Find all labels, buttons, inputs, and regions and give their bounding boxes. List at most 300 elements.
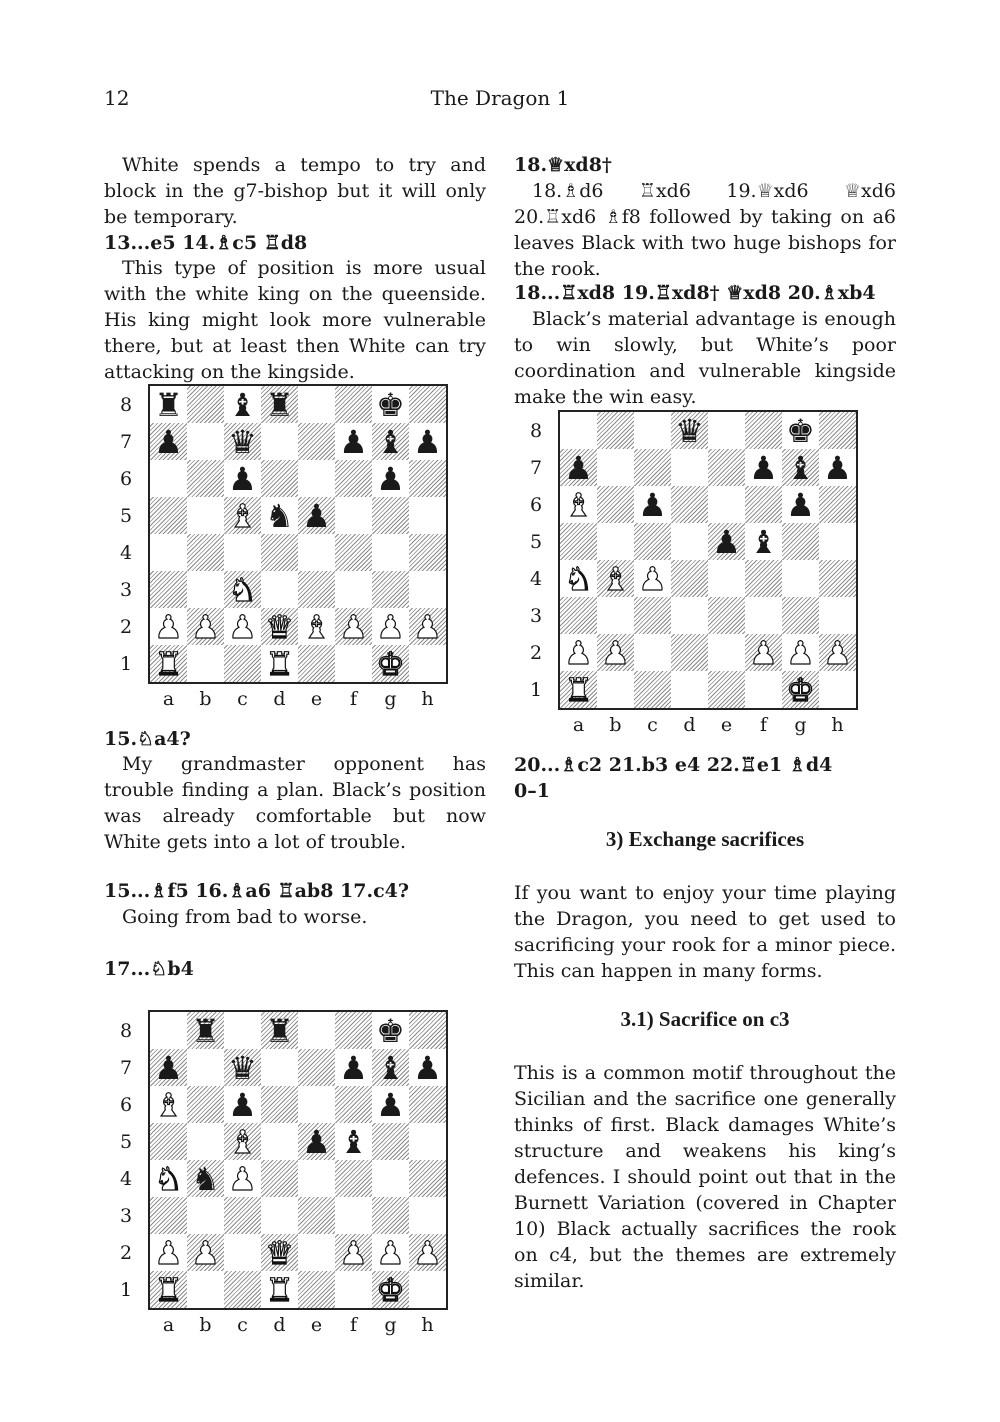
board-square-b8: [187, 1012, 224, 1049]
black-bishop-icon: ♝: [339, 1122, 368, 1161]
board-square-f2: [335, 608, 372, 645]
board-square-b2: [597, 634, 634, 671]
rank-label: 6: [529, 494, 543, 516]
white-rook-icon: ♜: [265, 644, 294, 683]
black-pawn-icon: ♟: [302, 1122, 331, 1161]
white-king-icon: ♚: [376, 1270, 405, 1309]
black-pawn-icon: ♟: [228, 1085, 257, 1124]
board-square-h4: [409, 534, 446, 571]
board-square-b6: [187, 1086, 224, 1123]
board-square-d4: [261, 534, 298, 571]
board-square-g4: [372, 1160, 409, 1197]
black-pawn-icon: ♟: [302, 496, 331, 535]
rank-label: 4: [119, 1168, 133, 1190]
board-square-e4: [298, 1160, 335, 1197]
board-square-d1: [261, 645, 298, 682]
board-square-c3: [224, 1197, 261, 1234]
move-line: 18.♕xd8†: [514, 154, 612, 176]
board-square-b8: [187, 386, 224, 423]
board-square-b1: [187, 645, 224, 682]
board-square-b1: [187, 1271, 224, 1308]
board-square-e8: [298, 386, 335, 423]
board-square-g1: [372, 645, 409, 682]
white-pawn-icon: ♟: [154, 1233, 183, 1272]
board-square-f4: [745, 560, 782, 597]
file-label: b: [199, 688, 212, 710]
board-square-f8: [745, 412, 782, 449]
board-square-b3: [187, 571, 224, 608]
board-square-c3: [224, 571, 261, 608]
black-bishop-icon: ♝: [786, 448, 815, 487]
board-square-d7: [671, 449, 708, 486]
rank-label: 7: [119, 431, 133, 453]
board-square-a7: [560, 449, 597, 486]
board-square-d5: [261, 497, 298, 534]
board-square-e4: [708, 560, 745, 597]
white-pawn-icon: ♟: [228, 607, 257, 646]
black-king-icon: ♚: [376, 1011, 405, 1050]
board-square-c5: [224, 497, 261, 534]
board-square-c7: [224, 423, 261, 460]
white-pawn-icon: ♟: [823, 633, 852, 672]
white-pawn-icon: ♟: [154, 607, 183, 646]
black-rook-icon: ♜: [191, 1011, 220, 1050]
board-square-g3: [372, 1197, 409, 1234]
board-square-f4: [335, 1160, 372, 1197]
board-square-b4: [597, 560, 634, 597]
board-square-f7: [335, 423, 372, 460]
board-square-f7: [335, 1049, 372, 1086]
board-square-g7: [372, 1049, 409, 1086]
board-square-h1: [409, 1271, 446, 1308]
board-square-d8: [261, 386, 298, 423]
board-square-h6: [819, 486, 856, 523]
board-square-d3: [261, 571, 298, 608]
board-square-d5: [671, 523, 708, 560]
board-square-e6: [298, 460, 335, 497]
black-pawn-icon: ♟: [823, 448, 852, 487]
board-square-a4: [150, 1160, 187, 1197]
black-pawn-icon: ♟: [413, 1048, 442, 1087]
board-square-h8: [409, 1012, 446, 1049]
file-label: h: [421, 1314, 434, 1336]
file-label: d: [683, 714, 696, 736]
board-square-h8: [409, 386, 446, 423]
black-queen-icon: ♛: [228, 422, 257, 461]
board-square-c4: [224, 1160, 261, 1197]
board-square-c3: [634, 597, 671, 634]
move-line: 18...♖xd8 19.♖xd8† ♕xd8 20.♗xb4: [514, 282, 876, 304]
rank-label: 3: [119, 1205, 133, 1227]
board-square-e3: [298, 1197, 335, 1234]
black-king-icon: ♚: [786, 411, 815, 450]
chess-diagram: [528, 410, 868, 740]
file-label: h: [831, 714, 844, 736]
board-square-h7: [409, 1049, 446, 1086]
board-square-f6: [335, 460, 372, 497]
board-square-b3: [187, 1197, 224, 1234]
white-pawn-icon: ♟: [638, 559, 667, 598]
black-pawn-icon: ♟: [376, 1085, 405, 1124]
board-square-c4: [224, 534, 261, 571]
file-label: e: [720, 714, 733, 736]
board-square-g7: [782, 449, 819, 486]
board-square-g8: [782, 412, 819, 449]
board-square-d7: [261, 1049, 298, 1086]
rank-label: 5: [119, 505, 133, 527]
board-square-a1: [150, 1271, 187, 1308]
board-square-g4: [782, 560, 819, 597]
file-label: c: [647, 714, 658, 736]
board-square-h2: [409, 1234, 446, 1271]
board-square-b5: [187, 497, 224, 534]
board-square-c6: [224, 1086, 261, 1123]
board-square-e5: [298, 497, 335, 534]
board-square-a8: [560, 412, 597, 449]
board-square-g6: [782, 486, 819, 523]
board-square-g7: [372, 423, 409, 460]
board-square-d6: [671, 486, 708, 523]
board-square-e1: [298, 1271, 335, 1308]
file-label: h: [421, 688, 434, 710]
board-square-b8: [597, 412, 634, 449]
white-pawn-icon: ♟: [564, 633, 593, 672]
board-square-a5: [150, 497, 187, 534]
board-square-a1: [560, 671, 597, 708]
board-square-g6: [372, 460, 409, 497]
move-line: 15...♗f5 16.♗a6 ♖ab8 17.c4?: [104, 880, 410, 902]
move-line: 13...e5 14.♗c5 ♖d8: [104, 232, 308, 254]
board-square-d6: [261, 1086, 298, 1123]
board-square-c2: [634, 634, 671, 671]
black-bishop-icon: ♝: [376, 1048, 405, 1087]
rank-label: 2: [119, 1242, 133, 1264]
board-square-f8: [335, 1012, 372, 1049]
board-square-f3: [335, 1197, 372, 1234]
paragraph: 18.♗d6 ♖xd6 19.♕xd6 ♕xd6 20.♖xd6 ♗f8 followed by taking on a6 leaves Black with two huge bishops for the rook.: [514, 180, 896, 280]
black-rook-icon: ♜: [265, 1011, 294, 1050]
file-label: e: [310, 1314, 323, 1336]
board-square-h5: [819, 523, 856, 560]
board-square-h2: [819, 634, 856, 671]
chess-board: [558, 410, 858, 710]
paragraph: Going from bad to worse.: [122, 906, 368, 928]
white-pawn-icon: ♟: [191, 1233, 220, 1272]
board-square-g8: [372, 386, 409, 423]
black-pawn-icon: ♟: [749, 448, 778, 487]
black-pawn-icon: ♟: [339, 1048, 368, 1087]
chess-board: [148, 1010, 448, 1310]
board-square-d3: [671, 597, 708, 634]
board-square-e8: [298, 1012, 335, 1049]
white-pawn-icon: ♟: [376, 1233, 405, 1272]
board-square-f2: [335, 1234, 372, 1271]
board-square-g6: [372, 1086, 409, 1123]
board-square-e1: [298, 645, 335, 682]
board-square-f8: [335, 386, 372, 423]
board-square-d3: [261, 1197, 298, 1234]
board-square-f5: [745, 523, 782, 560]
board-square-e4: [298, 534, 335, 571]
board-square-f2: [745, 634, 782, 671]
file-label: c: [237, 1314, 248, 1336]
black-pawn-icon: ♟: [712, 522, 741, 561]
board-square-d2: [671, 634, 708, 671]
white-rook-icon: ♜: [564, 670, 593, 709]
black-pawn-icon: ♟: [564, 448, 593, 487]
board-square-c5: [224, 1123, 261, 1160]
board-square-a7: [150, 1049, 187, 1086]
board-square-c4: [634, 560, 671, 597]
white-king-icon: ♚: [786, 670, 815, 709]
board-square-h5: [409, 1123, 446, 1160]
board-square-f1: [335, 645, 372, 682]
file-label: b: [199, 1314, 212, 1336]
white-bishop-icon: ♝: [564, 485, 593, 524]
board-square-d2: [261, 1234, 298, 1271]
board-square-e5: [298, 1123, 335, 1160]
rank-label: 2: [119, 616, 133, 638]
white-pawn-icon: ♟: [191, 607, 220, 646]
board-square-d5: [261, 1123, 298, 1160]
white-pawn-icon: ♟: [228, 1159, 257, 1198]
white-pawn-icon: ♟: [339, 607, 368, 646]
black-bishop-icon: ♝: [749, 522, 778, 561]
move-line: 17...♘b4: [104, 958, 194, 980]
board-square-g4: [372, 534, 409, 571]
board-square-g1: [782, 671, 819, 708]
board-square-g5: [372, 1123, 409, 1160]
rank-label: 6: [119, 468, 133, 490]
running-title: The Dragon 1: [430, 86, 570, 110]
board-square-c6: [634, 486, 671, 523]
white-pawn-icon: ♟: [376, 607, 405, 646]
rank-label: 1: [119, 1279, 133, 1301]
board-square-a2: [150, 608, 187, 645]
file-label: d: [273, 1314, 286, 1336]
board-square-e2: [298, 608, 335, 645]
white-rook-icon: ♜: [154, 1270, 183, 1309]
file-label: a: [162, 1314, 175, 1336]
file-label: f: [349, 1314, 358, 1336]
white-pawn-icon: ♟: [413, 1233, 442, 1272]
white-pawn-icon: ♟: [339, 1233, 368, 1272]
black-pawn-icon: ♟: [638, 485, 667, 524]
file-label: b: [609, 714, 622, 736]
board-square-b5: [187, 1123, 224, 1160]
rank-label: 2: [529, 642, 543, 664]
board-square-c1: [224, 645, 261, 682]
move-line: 20...♗c2 21.b3 e4 22.♖e1 ♗d4: [514, 754, 833, 776]
board-square-d8: [261, 1012, 298, 1049]
board-square-g2: [372, 1234, 409, 1271]
board-square-f7: [745, 449, 782, 486]
board-square-h3: [819, 597, 856, 634]
board-square-b3: [597, 597, 634, 634]
white-knight-icon: ♞: [564, 559, 593, 598]
white-pawn-icon: ♟: [413, 607, 442, 646]
board-square-b2: [187, 608, 224, 645]
rank-label: 4: [529, 568, 543, 590]
board-square-e3: [298, 571, 335, 608]
board-square-d7: [261, 423, 298, 460]
board-square-e6: [298, 1086, 335, 1123]
black-queen-icon: ♛: [228, 1048, 257, 1087]
board-square-h4: [409, 1160, 446, 1197]
board-square-d2: [261, 608, 298, 645]
board-square-b6: [597, 486, 634, 523]
move-line: 15.♘a4?: [104, 728, 191, 750]
white-knight-icon: ♞: [154, 1159, 183, 1198]
file-label: g: [384, 688, 397, 710]
file-label: f: [349, 688, 358, 710]
board-square-b7: [187, 1049, 224, 1086]
board-square-d4: [261, 1160, 298, 1197]
board-square-e2: [708, 634, 745, 671]
board-square-h4: [819, 560, 856, 597]
rank-label: 4: [119, 542, 133, 564]
board-square-c7: [634, 449, 671, 486]
board-square-b4: [187, 1160, 224, 1197]
paragraph: This is a common motif throughout the Sicilian and the sacrifice one generally thinks of first. Black damages White’s structure and weakens his king’s defences. I should point out that in the Burnett Variation (covered in Chapter 10) Black actually sacrifices the rook on c4, but the themes are extremely similar.: [514, 1062, 896, 1292]
paragraph: My grandmaster opponent has trouble finding a plan. Black’s position was already comfortable but now White gets into a lot of trouble.: [104, 753, 486, 853]
black-knight-icon: ♞: [191, 1159, 220, 1198]
board-square-d1: [261, 1271, 298, 1308]
board-square-a7: [150, 423, 187, 460]
rank-label: 1: [529, 679, 543, 701]
board-square-b1: [597, 671, 634, 708]
section-heading: 3) Exchange sacrifices: [605, 827, 805, 851]
file-label: c: [237, 688, 248, 710]
board-square-b7: [187, 423, 224, 460]
board-square-g1: [372, 1271, 409, 1308]
board-square-g3: [782, 597, 819, 634]
board-square-g2: [782, 634, 819, 671]
rank-label: 7: [529, 457, 543, 479]
board-square-a3: [150, 1197, 187, 1234]
paragraph: This type of position is more usual with the white king on the queenside. His king might look more vulnerable there, but at least then White can try attacking on the kingside.: [104, 257, 486, 383]
board-square-b2: [187, 1234, 224, 1271]
board-square-a3: [150, 571, 187, 608]
chess-diagram: [118, 1010, 458, 1340]
chess-diagram: [118, 384, 458, 714]
board-square-h7: [409, 423, 446, 460]
board-square-a5: [560, 523, 597, 560]
board-square-g2: [372, 608, 409, 645]
board-square-h8: [819, 412, 856, 449]
file-label: e: [310, 688, 323, 710]
black-pawn-icon: ♟: [154, 1048, 183, 1087]
board-square-b7: [597, 449, 634, 486]
black-pawn-icon: ♟: [413, 422, 442, 461]
rank-label: 8: [119, 394, 133, 416]
white-rook-icon: ♜: [154, 644, 183, 683]
board-square-a6: [150, 460, 187, 497]
file-label: a: [162, 688, 175, 710]
board-square-g8: [372, 1012, 409, 1049]
board-square-e7: [298, 423, 335, 460]
board-square-b6: [187, 460, 224, 497]
black-pawn-icon: ♟: [154, 422, 183, 461]
board-square-c1: [224, 1271, 261, 1308]
white-bishop-icon: ♝: [228, 496, 257, 535]
board-square-h5: [409, 497, 446, 534]
board-square-d4: [671, 560, 708, 597]
game-result: 0–1: [514, 780, 550, 802]
black-bishop-icon: ♝: [228, 385, 257, 424]
board-square-a3: [560, 597, 597, 634]
board-square-b5: [597, 523, 634, 560]
board-square-f5: [335, 497, 372, 534]
black-pawn-icon: ♟: [376, 459, 405, 498]
board-square-a6: [560, 486, 597, 523]
white-queen-icon: ♛: [265, 607, 294, 646]
board-square-f3: [745, 597, 782, 634]
file-label: a: [572, 714, 585, 736]
white-knight-icon: ♞: [228, 570, 257, 609]
board-square-a4: [150, 534, 187, 571]
black-rook-icon: ♜: [154, 385, 183, 424]
black-king-icon: ♚: [376, 385, 405, 424]
board-square-a8: [150, 1012, 187, 1049]
board-square-c6: [224, 460, 261, 497]
board-square-g3: [372, 571, 409, 608]
paragraph: If you want to enjoy your time playing the Dragon, you need to get used to sacrificing your rook for a minor piece. This can happen in many forms.: [514, 882, 896, 982]
board-square-d8: [671, 412, 708, 449]
board-square-c7: [224, 1049, 261, 1086]
board-square-c8: [224, 386, 261, 423]
board-square-e7: [708, 449, 745, 486]
board-square-f1: [335, 1271, 372, 1308]
board-square-a2: [150, 1234, 187, 1271]
black-pawn-icon: ♟: [786, 485, 815, 524]
board-square-h2: [409, 608, 446, 645]
board-square-a2: [560, 634, 597, 671]
rank-label: 1: [119, 653, 133, 675]
white-rook-icon: ♜: [265, 1270, 294, 1309]
black-pawn-icon: ♟: [228, 459, 257, 498]
black-rook-icon: ♜: [265, 385, 294, 424]
white-pawn-icon: ♟: [749, 633, 778, 672]
board-square-f6: [745, 486, 782, 523]
file-label: g: [384, 1314, 397, 1336]
rank-label: 3: [529, 605, 543, 627]
board-square-c2: [224, 1234, 261, 1271]
rank-label: 7: [119, 1057, 133, 1079]
board-square-f6: [335, 1086, 372, 1123]
section-heading: 3.1) Sacrifice on c3: [620, 1007, 790, 1031]
board-square-h7: [819, 449, 856, 486]
board-square-e7: [298, 1049, 335, 1086]
rank-label: 8: [529, 420, 543, 442]
board-square-e3: [708, 597, 745, 634]
rank-label: 5: [119, 1131, 133, 1153]
board-square-c5: [634, 523, 671, 560]
white-bishop-icon: ♝: [302, 607, 331, 646]
board-square-e5: [708, 523, 745, 560]
black-queen-icon: ♛: [675, 411, 704, 450]
board-square-c1: [634, 671, 671, 708]
white-pawn-icon: ♟: [786, 633, 815, 672]
board-square-c8: [634, 412, 671, 449]
file-label: f: [759, 714, 768, 736]
black-bishop-icon: ♝: [376, 422, 405, 461]
board-square-e8: [708, 412, 745, 449]
board-square-a8: [150, 386, 187, 423]
board-square-h3: [409, 571, 446, 608]
white-king-icon: ♚: [376, 644, 405, 683]
white-queen-icon: ♛: [265, 1233, 294, 1272]
